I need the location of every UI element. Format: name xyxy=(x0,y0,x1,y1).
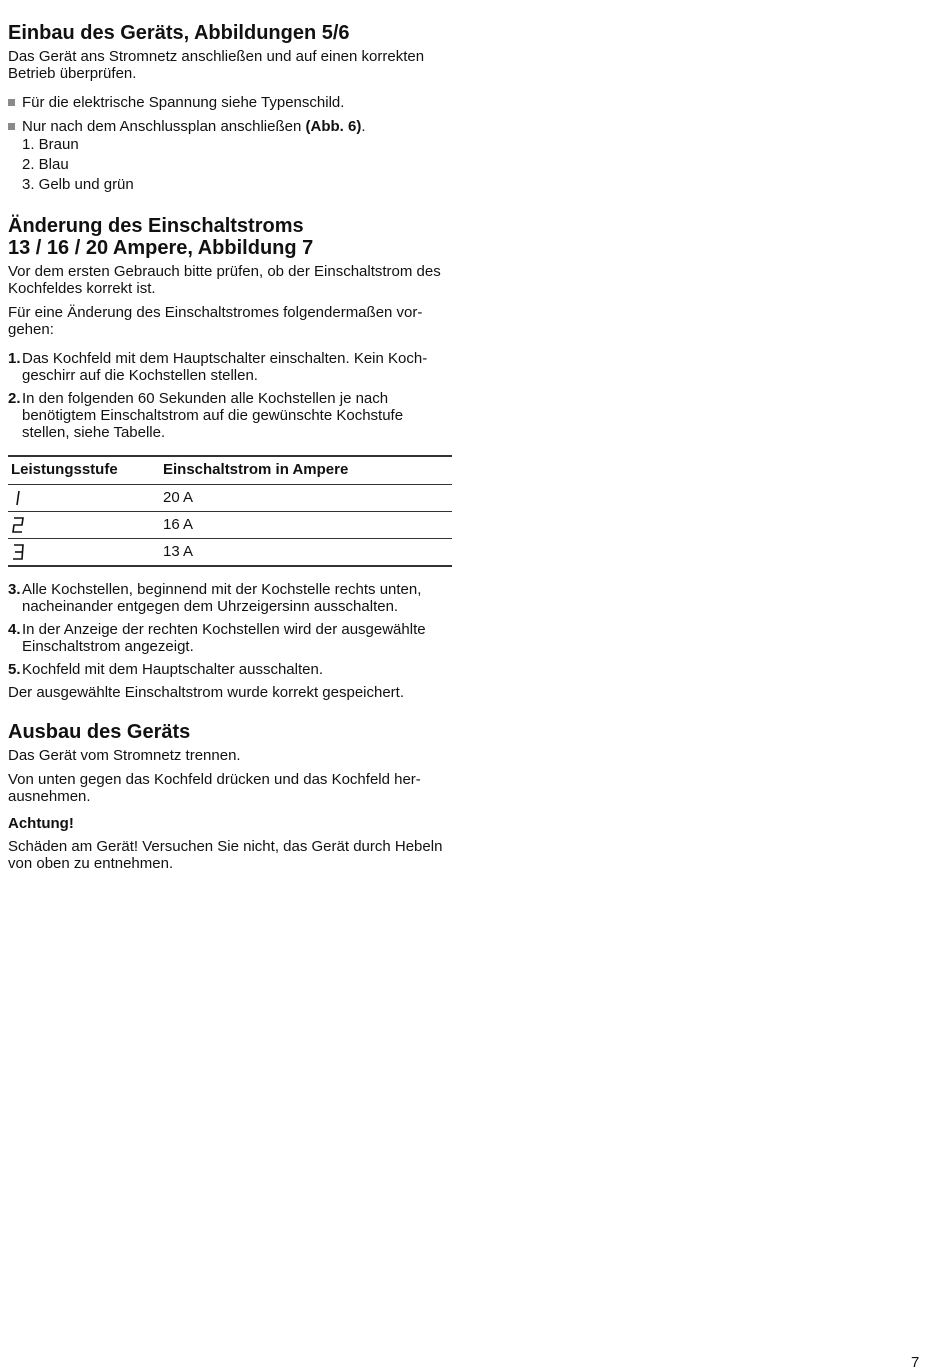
table-header-current: Einschaltstrom in Ampere xyxy=(160,456,452,485)
section-title-current-change xyxy=(8,215,454,259)
step-item xyxy=(8,661,454,678)
table-header-row xyxy=(8,456,452,485)
wire-item-brown: 1. Braun xyxy=(22,136,79,153)
current-cell: 20 A xyxy=(160,485,452,512)
steps-list-after xyxy=(8,581,454,678)
step-text: Alle Kochstellen, beginnend mit der Kochstelle rechts unten, nacheinander entgegen dem Uhrzeigersinn ausschalten. xyxy=(22,581,422,615)
list-item xyxy=(8,94,454,111)
table-row xyxy=(8,512,452,539)
bullet-text: Für die elektrische Spannung siehe Typenschild. xyxy=(22,94,345,111)
section-title-removal: Ausbau des Geräts xyxy=(8,721,191,743)
closing-paragraph: Der ausgewählte Einschaltstrom wurde korrekt gespeichert. xyxy=(8,684,405,701)
current-table xyxy=(8,455,452,567)
bullet-suffix: . xyxy=(361,118,366,135)
steps-list-before xyxy=(8,350,454,441)
step-item xyxy=(8,390,454,441)
step-text: In der Anzeige der rechten Kochstellen wird der ausgewählte Einschaltstrom angezeigt. xyxy=(22,621,426,655)
segment-digit-2-icon xyxy=(11,516,25,534)
bullet-square-icon xyxy=(8,123,15,130)
section-title-line2: 13 / 16 / 20 Ampere, Abbildung 7 xyxy=(8,237,314,259)
removal-paragraph-1: Das Gerät vom Stromnetz trennen. xyxy=(8,747,241,764)
bullet-square-icon xyxy=(8,99,15,106)
step-number: 5. xyxy=(8,661,21,678)
level-cell xyxy=(8,539,160,567)
warning-label: Achtung! xyxy=(8,815,74,832)
main-column xyxy=(8,22,454,879)
step-number: 2. xyxy=(8,390,21,407)
step-item xyxy=(8,350,454,384)
segment-digit-3-icon xyxy=(11,543,25,561)
wire-item-blue: 2. Blau xyxy=(22,156,69,173)
figure-reference: (Abb. 6) xyxy=(305,118,362,135)
level-cell xyxy=(8,485,160,512)
table-header-level: Leistungsstufe xyxy=(8,456,160,485)
installation-bullets xyxy=(8,94,454,193)
removal-paragraph-2: Von unten gegen das Kochfeld drücken und das Kochfeld her-ausnehmen. xyxy=(8,771,421,805)
wire-item-yellow-green: 3. Gelb und grün xyxy=(22,176,134,193)
section-title-installation: Einbau des Geräts, Abbildungen 5/6 xyxy=(8,22,350,44)
step-text: Kochfeld mit dem Hauptschalter ausschalten. xyxy=(22,661,323,678)
segment-digit-1-icon xyxy=(11,489,23,507)
wire-color-list xyxy=(22,136,454,193)
table-row xyxy=(8,485,452,512)
warning-text: Schäden am Gerät! Versuchen Sie nicht, das Gerät durch Hebeln von oben zu entnehmen. xyxy=(8,838,443,872)
current-cell: 13 A xyxy=(160,539,452,567)
page-number: 7 xyxy=(911,1354,920,1371)
installation-intro: Das Gerät ans Stromnetz anschließen und auf einen korrekten Betrieb überprüfen. xyxy=(8,48,425,82)
bullet-text: Nur nach dem Anschlussplan anschließen xyxy=(22,118,306,135)
step-number: 4. xyxy=(8,621,21,638)
table-row xyxy=(8,539,452,567)
step-item xyxy=(8,621,454,655)
step-text: Das Kochfeld mit dem Hauptschalter einschalten. Kein Koch-geschirr auf die Kochstellen stellen. xyxy=(22,350,428,384)
list-item xyxy=(8,118,454,135)
step-number: 3. xyxy=(8,581,21,598)
step-item xyxy=(8,581,454,615)
current-change-paragraph: Für eine Änderung des Einschaltstromes folgendermaßen vor-gehen: xyxy=(8,304,423,338)
section-title-line1: Änderung des Einschaltstroms xyxy=(8,215,304,237)
level-cell xyxy=(8,512,160,539)
step-text: In den folgenden 60 Sekunden alle Kochstellen je nach benötigtem Einschaltstrom auf die gewünschte Kochstufe stellen, siehe Tabelle. xyxy=(22,390,404,441)
current-cell: 16 A xyxy=(160,512,452,539)
step-number: 1. xyxy=(8,350,21,367)
current-check-paragraph: Vor dem ersten Gebrauch bitte prüfen, ob der Einschaltstrom des Kochfeldes korrekt ist. xyxy=(8,263,441,297)
